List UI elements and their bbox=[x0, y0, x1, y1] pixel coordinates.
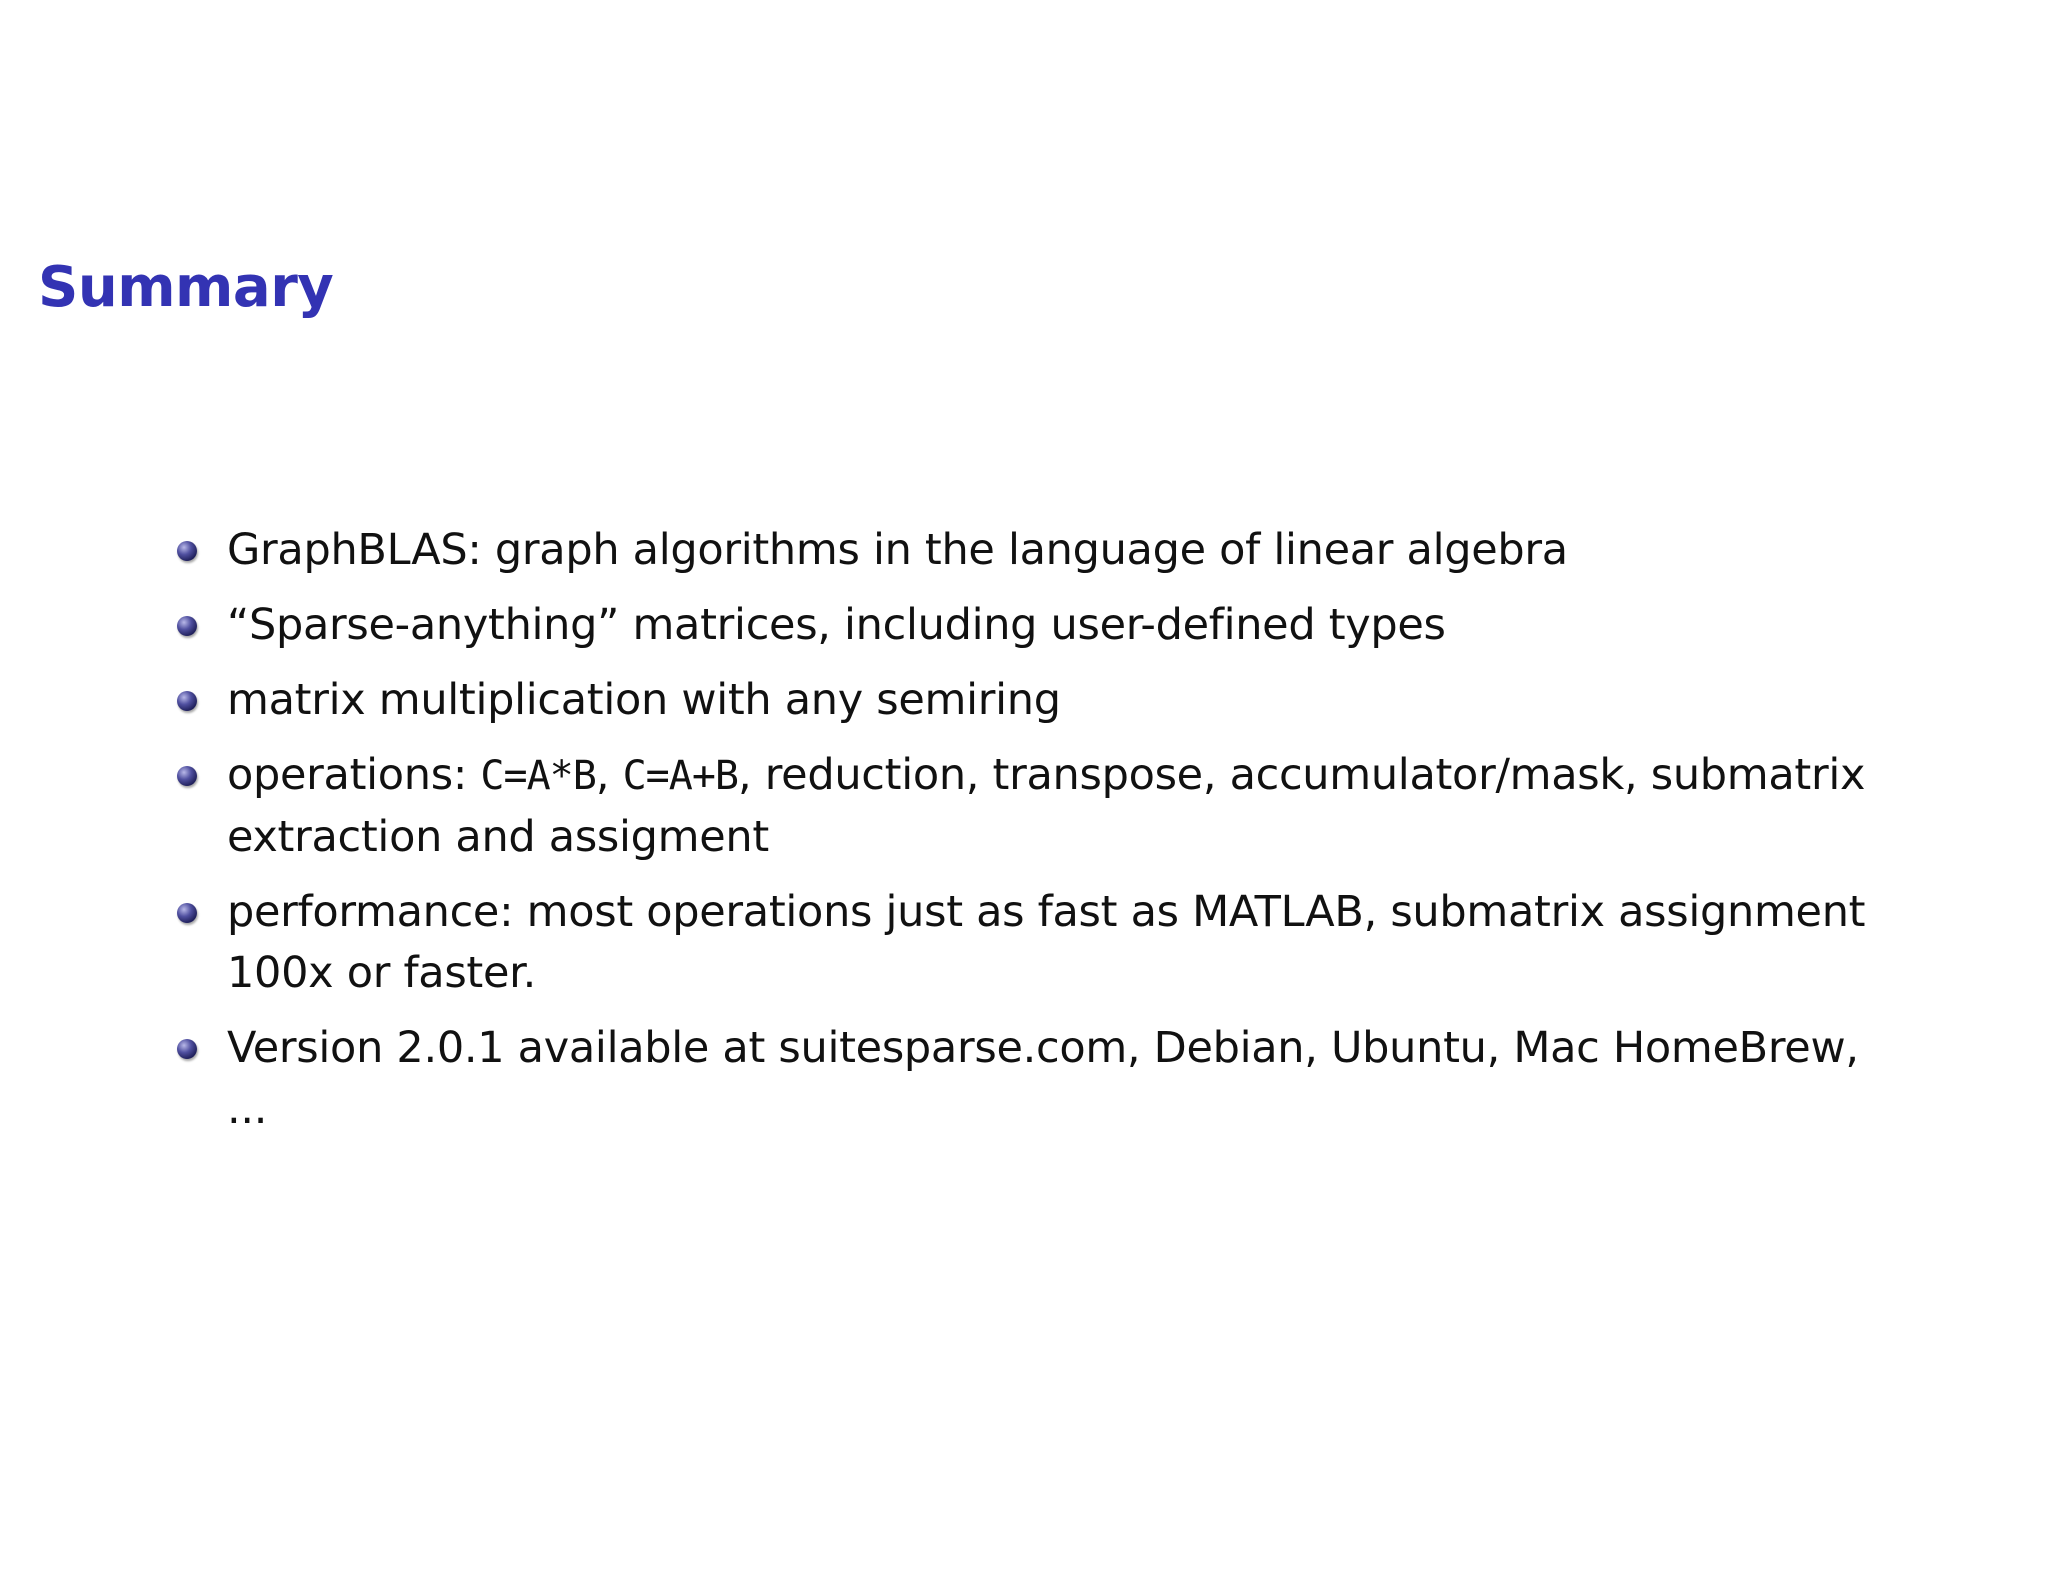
bullet-item-graphblas bbox=[176, 520, 1896, 581]
bullet-text: Version 2.0.1 available at suitesparse.com, Debian, Ubuntu, Mac HomeBrew, ... bbox=[227, 1023, 1859, 1134]
bullet-item-version bbox=[176, 1018, 1896, 1140]
bullet-list bbox=[176, 520, 1896, 1154]
ball-bullet-icon bbox=[177, 1039, 197, 1059]
bullet-item-operations bbox=[176, 745, 1896, 868]
ball-bullet-icon bbox=[177, 903, 197, 923]
slide-title: Summary bbox=[38, 255, 334, 320]
bullet-text: matrix multiplication with any semiring bbox=[227, 675, 1061, 725]
bullet-text: performance: most operations just as fast as MATLAB, submatrix assignment 100x or faster. bbox=[227, 887, 1866, 998]
ball-bullet-icon bbox=[177, 766, 197, 786]
code-add: C=A+B bbox=[622, 753, 739, 799]
bullet-text-separator: , bbox=[595, 750, 623, 800]
bullet-text-prefix: operations: bbox=[227, 750, 481, 800]
bullet-text: GraphBLAS: graph algorithms in the language of linear algebra bbox=[227, 525, 1568, 575]
ball-bullet-icon bbox=[177, 541, 197, 561]
bullet-item-performance bbox=[176, 882, 1896, 1004]
ball-bullet-icon bbox=[177, 616, 197, 636]
bullet-text-suffix: , reduction, transpose, accumulator/mask, submatrix extraction and assigment bbox=[227, 750, 1866, 862]
bullet-text: “Sparse-anything” matrices, including user-defined types bbox=[227, 600, 1446, 650]
bullet-item-matrix-multiplication bbox=[176, 670, 1896, 731]
bullet-item-sparse-anything bbox=[176, 595, 1896, 656]
ball-bullet-icon bbox=[177, 691, 197, 711]
code-multiply: C=A*B bbox=[480, 753, 596, 799]
